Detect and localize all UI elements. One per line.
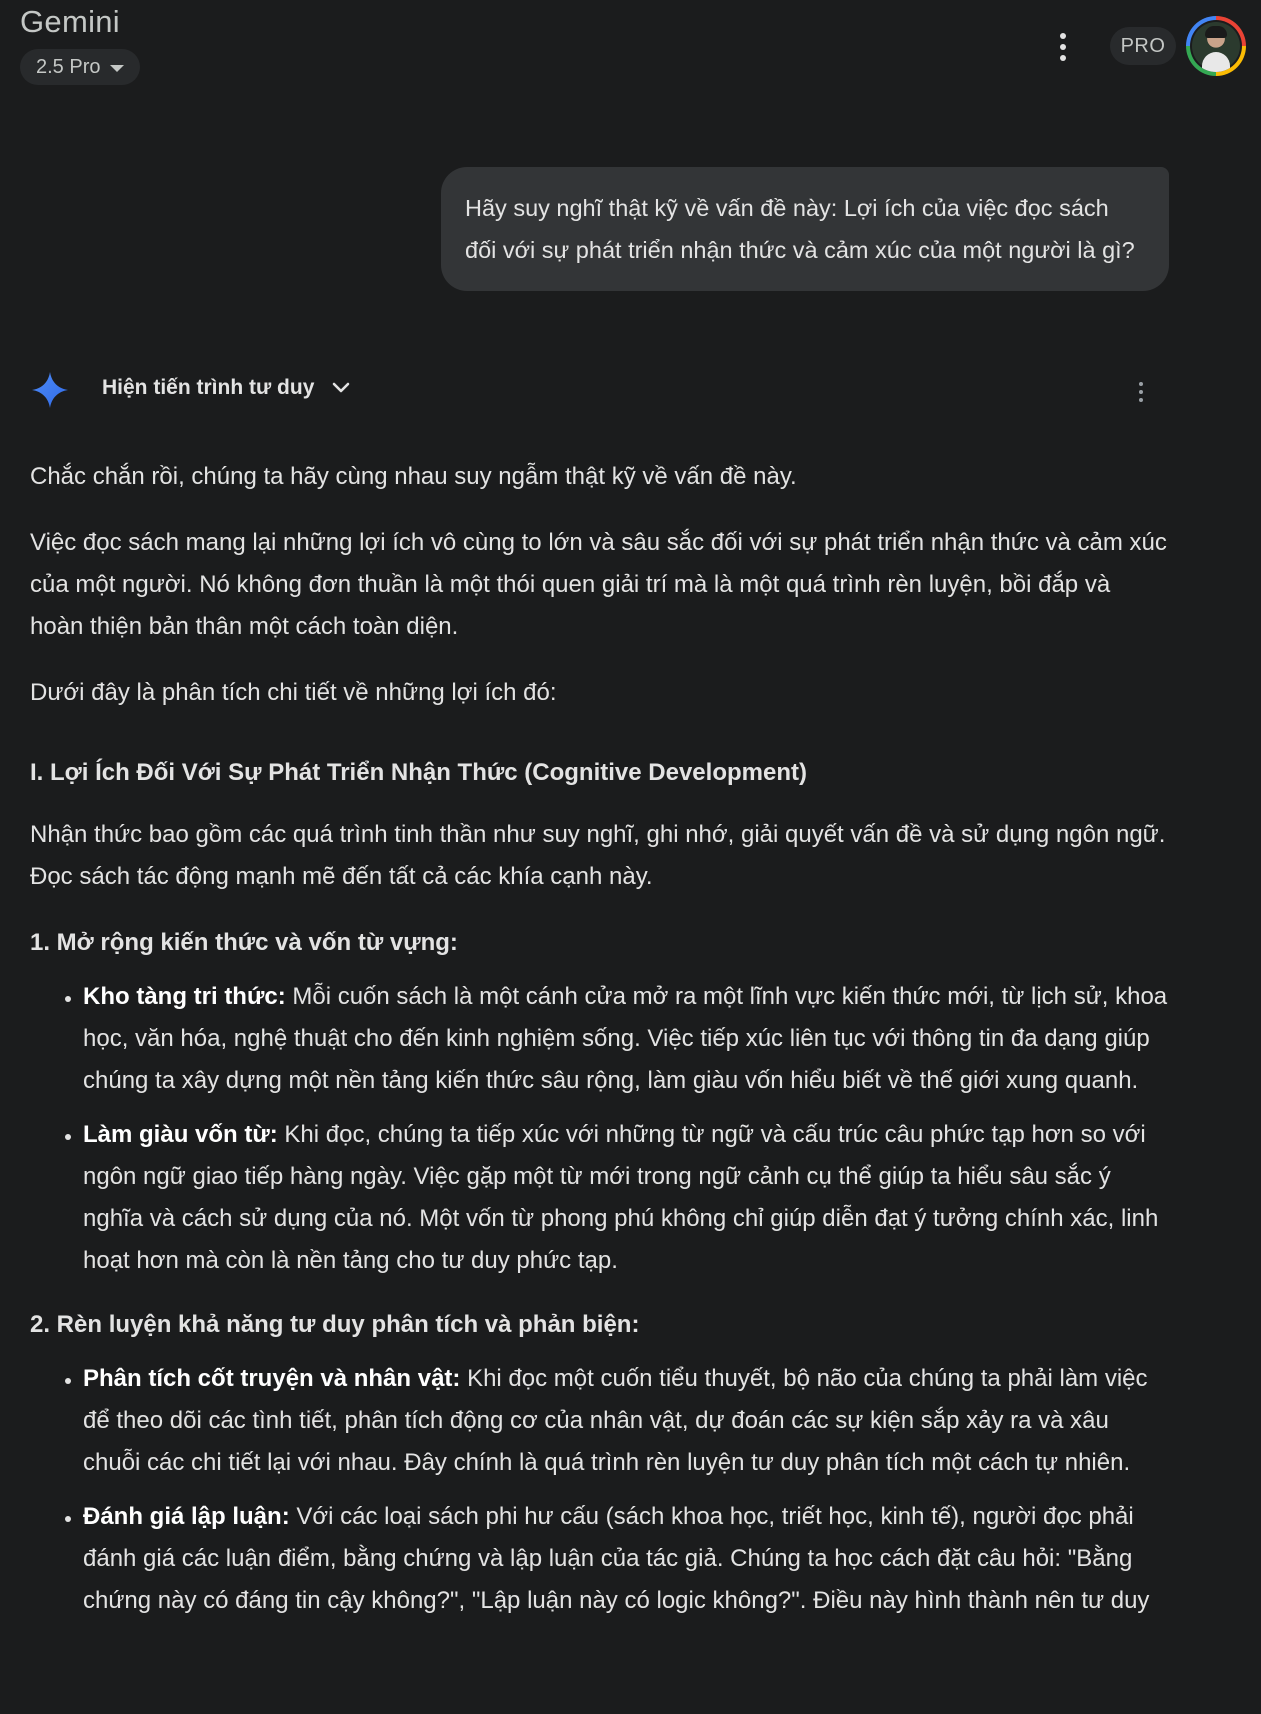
bullet-text: Khi đọc, chúng ta tiếp xúc với những từ ngữ và cấu trúc câu phức tạp hơn so với ngôn ngữ giao tiếp hàng ngày. Việc gặp một từ mới trong ngữ cảnh cụ thể giúp ta hiểu sâu sắc ý nghĩa và cách sử dụng của nó. Một vốn từ phong phú không chỉ giúp diễn đạt ý tưởng chính xác, linh hoạt hơn mà còn là nền tảng cho tư duy phức tạp. xyxy=(83,1121,1159,1274)
chevron-down-icon[interactable] xyxy=(330,376,352,398)
bullet-label: Đánh giá lập luận: xyxy=(83,1503,290,1530)
response-more-icon[interactable] xyxy=(1136,382,1146,402)
model-response xyxy=(30,456,1170,1644)
avatar[interactable] xyxy=(1186,16,1246,76)
bullet-label: Kho tàng tri thức: xyxy=(83,983,286,1010)
bullet-text: Khi đọc một cuốn tiểu thuyết, bộ não của chúng ta phải làm việc để theo dõi các tình tiết, phân tích động cơ của nhân vật, dự đoán các sự kiện sắp xảy ra và xâu chuỗi các chi tiết lại với nhau. Đây chính là quá trình rèn luyện tư duy phân tích một cách tự nhiên. xyxy=(83,1365,1148,1476)
bullet-text: Với các loại sách phi hư cấu (sách khoa học, triết học, kinh tế), người đọc phải đánh giá các luận điểm, bằng chứng và lập luận của tác giả. Chúng ta học cách đặt câu hỏi: "Bằng chứng này có đáng tin cậy không?", "Lập luận này có logic không?". Điều này hình thành nên tư duy xyxy=(83,1503,1150,1614)
bullet-list xyxy=(30,1358,1170,1622)
subsection-heading: 2. Rèn luyện khả năng tư duy phân tích và phản biện: xyxy=(30,1311,640,1338)
bottom-fade xyxy=(0,1634,1261,1714)
more-vert-icon[interactable] xyxy=(1058,33,1068,61)
model-selector[interactable] xyxy=(20,49,140,85)
bullet-list xyxy=(30,976,1170,1282)
user-message-bubble xyxy=(441,167,1169,291)
list-item xyxy=(83,1114,1170,1282)
model-label: 2.5 Pro xyxy=(36,55,101,78)
response-paragraph: Việc đọc sách mang lại những lợi ích vô cùng to lớn và sâu sắc đối với sự phát triển nhận thức và cảm xúc của một người. Nó không đơn thuần là một thói quen giải trí mà là một quá trình rèn luyện, bồi đắp và hoàn thiện bản thân một cách toàn diện. xyxy=(30,529,1167,640)
caret-down-icon xyxy=(110,65,124,72)
response-intro: Chắc chắn rồi, chúng ta hãy cùng nhau suy ngẫm thật kỹ về vấn đề này. xyxy=(30,463,797,490)
top-bar xyxy=(0,0,1261,96)
list-item xyxy=(83,976,1170,1102)
bullet-label: Phân tích cốt truyện và nhân vật: xyxy=(83,1365,461,1392)
thinking-row xyxy=(30,368,1150,412)
list-item xyxy=(83,1496,1170,1622)
bullet-text: Mỗi cuốn sách là một cánh cửa mở ra một lĩnh vực kiến thức mới, từ lịch sử, khoa học, văn hóa, nghệ thuật cho đến kinh nghiệm sống. Việc tiếp xúc liên tục với thông tin đa dạng giúp chúng ta xây dựng một nền tảng kiến thức sâu rộng, làm giàu vốn hiểu biết về thế giới xung quanh. xyxy=(83,983,1168,1094)
section-heading: I. Lợi Ích Đối Với Sự Phát Triển Nhận Thức (Cognitive Development) xyxy=(30,759,807,786)
pro-badge[interactable]: PRO xyxy=(1110,27,1176,65)
response-paragraph: Dưới đây là phân tích chi tiết về những lợi ích đó: xyxy=(30,679,557,706)
list-item xyxy=(83,1358,1170,1484)
user-message-text: Hãy suy nghĩ thật kỹ về vấn đề này: Lợi ích của việc đọc sách đối với sự phát triển nhận thức và cảm xúc của một người là gì? xyxy=(465,195,1135,263)
section-intro: Nhận thức bao gồm các quá trình tinh thần như suy nghĩ, ghi nhớ, giải quyết vấn đề và sử dụng ngôn ngữ. Đọc sách tác động mạnh mẽ đến tất cả các khía cạnh này. xyxy=(30,821,1166,890)
subsection-heading: 1. Mở rộng kiến thức và vốn từ vựng: xyxy=(30,929,458,956)
bullet-label: Làm giàu vốn từ: xyxy=(83,1121,278,1148)
show-thinking-button[interactable]: Hiện tiến trình tư duy xyxy=(102,376,315,399)
app-title: Gemini xyxy=(20,4,120,39)
gemini-sparkle-icon xyxy=(30,370,70,410)
